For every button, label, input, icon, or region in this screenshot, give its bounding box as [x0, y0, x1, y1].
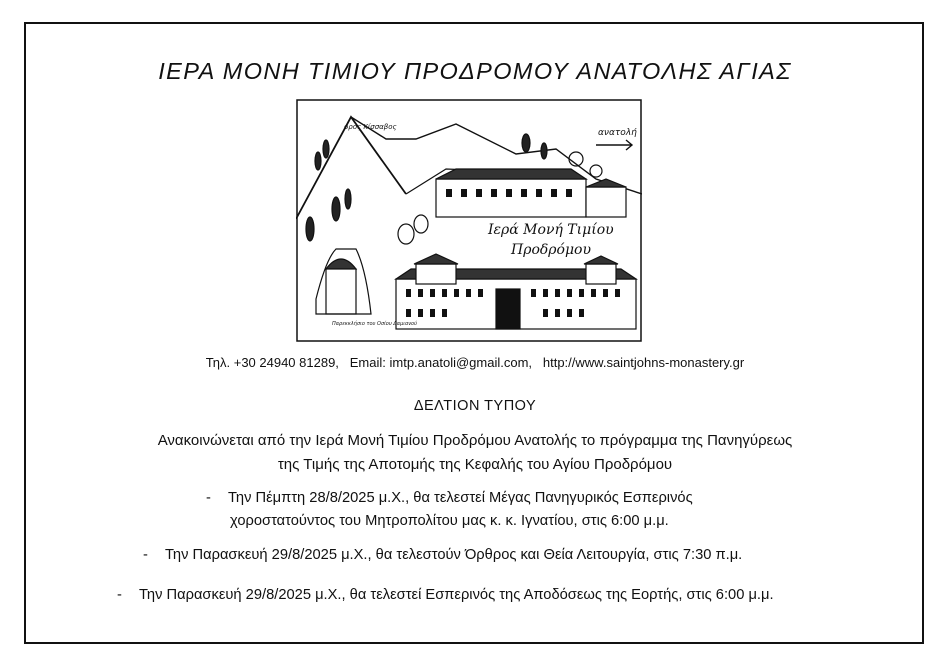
contact-line — [0, 355, 950, 370]
schedule-item — [143, 544, 742, 567]
email-text: Email: imtp.anatoli@gmail.com, — [349, 355, 533, 370]
schedule-item — [206, 487, 693, 533]
bullet-dash: - — [143, 547, 148, 563]
intro-line-1: Ανακοινώνεται από την Ιερά Μονή Τιμίου Προδρόμου Ανατολής το πρόγραμμα της Πανηγύρεως — [157, 432, 793, 449]
monastery-engraving — [296, 99, 642, 342]
schedule-item-line-1: Την Παρασκευή 29/8/2025 μ.Χ., θα τελεστεί Εσπερινός της Αποδόσεως της Εορτής, στις 6:00 μ.μ. — [139, 587, 774, 603]
east-label: ανατολή — [598, 128, 637, 138]
chapel-label: Παρεκκλήσιο του Οσίου Δαμιανού — [332, 321, 417, 327]
press-intro — [0, 429, 950, 477]
mountain-label: όρος Κίσσαβος — [344, 123, 397, 131]
engraving-title-line2: Προδρόμου — [511, 242, 591, 258]
schedule-item — [117, 584, 774, 607]
bullet-dash: - — [206, 490, 211, 506]
schedule-item-line-2: χοροστατούντος του Μητροπολίτου μας κ. κ. Ιγνατίου, στις 6:00 μ.μ. — [230, 513, 669, 529]
website-text: http://www.saintjohns-monastery.gr — [542, 355, 745, 370]
intro-line-2: της Τιμής της Αποτομής της Κεφαλής του Αγίου Προδρόμου — [277, 456, 673, 473]
schedule-item-line-1: Την Παρασκευή 29/8/2025 μ.Χ., θα τελεστούν Όρθρος και Θεία Λειτουργία, στις 7:30 π.μ. — [165, 547, 743, 563]
schedule-item-line-1: Την Πέμπτη 28/8/2025 μ.Χ., θα τελεστεί Μέγας Πανηγυρικός Εσπερινός — [228, 490, 693, 506]
bullet-dash: - — [117, 587, 122, 603]
page-title: ΙΕΡΑ ΜΟΝΗ ΤΙΜΙΟΥ ΠΡΟΔΡΟΜΟΥ ΑΝΑΤΟΛΗΣ ΑΓΙΑΣ — [158, 58, 792, 84]
phone-text: Τηλ. +30 24940 81289, — [205, 355, 339, 370]
engraving-title-line1: Ιερά Μονή Τιμίου — [488, 222, 614, 238]
press-heading: ΔΕΛΤΙΟΝ ΤΥΠΟΥ — [413, 398, 537, 414]
